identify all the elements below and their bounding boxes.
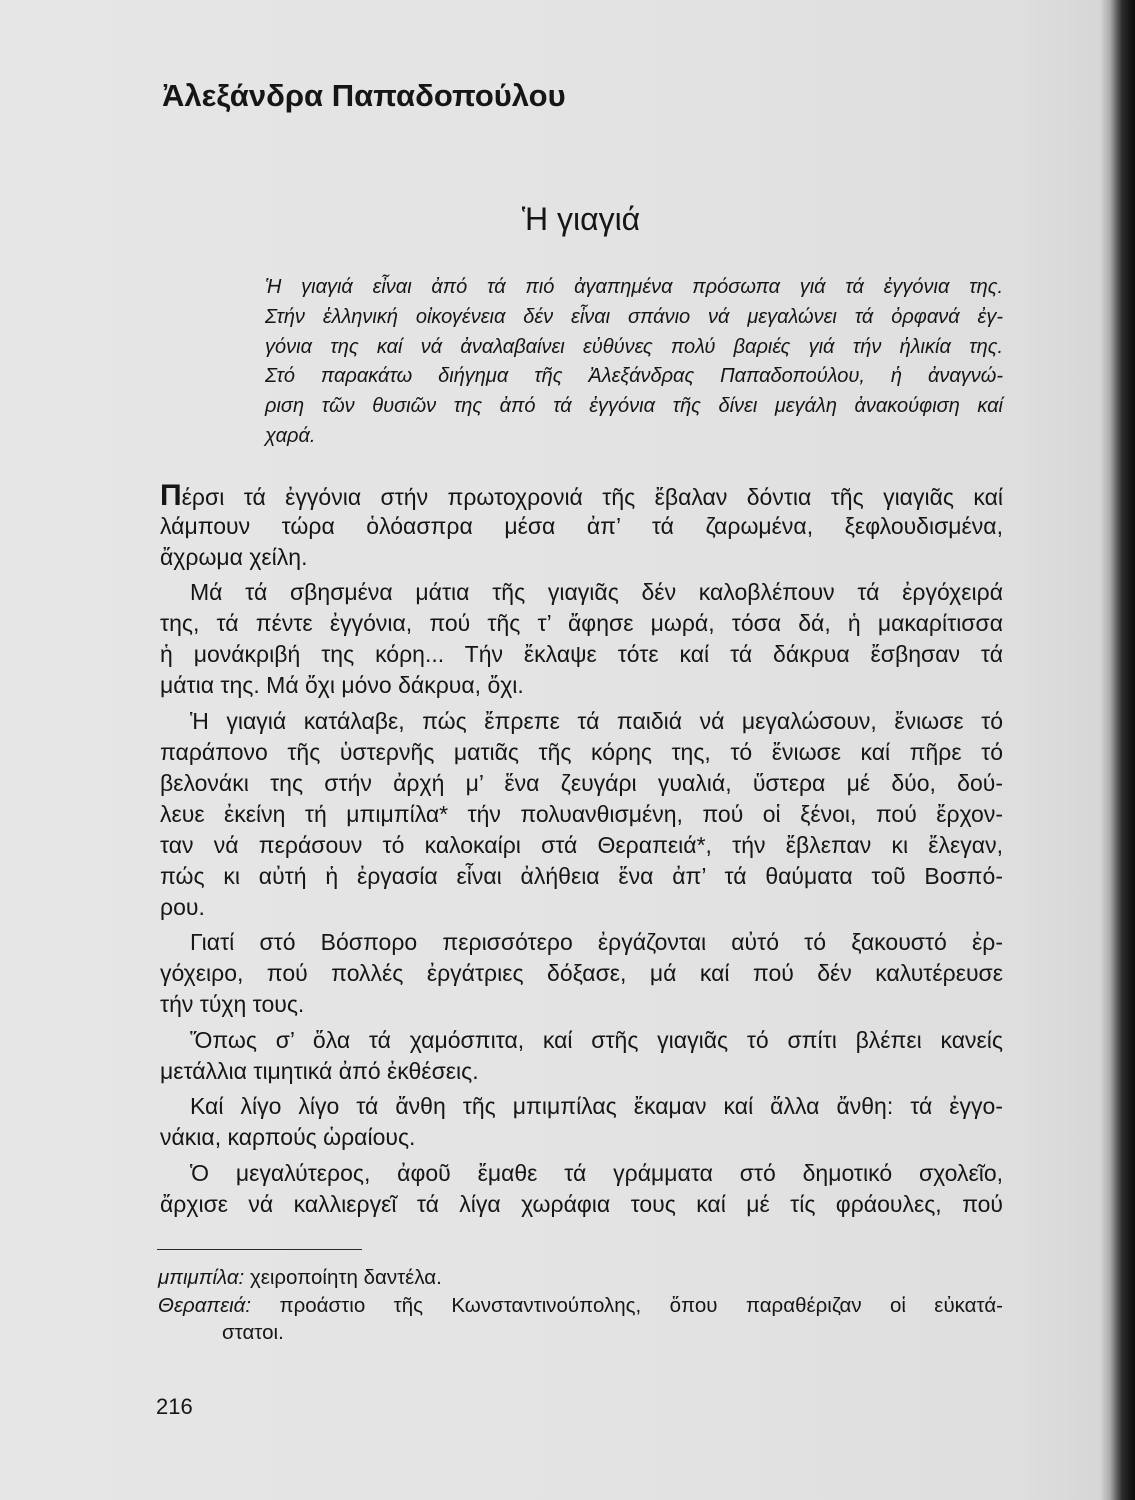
body-paragraph <box>160 706 1003 923</box>
footnote-separator <box>157 1249 362 1250</box>
body-line: τήν τύχη τους. <box>160 991 305 1017</box>
body-line: ἡ μονάκριβή της κόρη... Τήν ἔκλαψε τότε καί τά δάκρυα ἔσβησαν τά <box>160 641 1003 667</box>
body-line: Μά τά σβησμένα μάτια τῆς γιαγιᾶς δέν καλοβλέπουν τά ἐργόχειρά <box>190 579 1003 605</box>
footnote <box>158 1264 1003 1292</box>
body-line: Ὁ μεγαλύτερος, ἀφοῦ ἔμαθε τά γράμματα στό δημοτικό σχολεῖο, <box>190 1159 1003 1186</box>
page-number: 216 <box>156 1394 193 1419</box>
body-line: μετάλλια τιμητικά ἀπό ἐκθέσεις. <box>160 1057 479 1084</box>
body-line: παράπονο τῆς ὑστερνῆς ματιᾶς τῆς κόρης της, τό ἔνιωσε καί πῆρε τό <box>160 738 1003 765</box>
body-line: ἄχρωμα χείλη. <box>160 543 308 570</box>
footnote-continuation: στατοι. <box>222 1321 284 1344</box>
footnote-text: χειροποίητη δαντέλα. <box>249 1266 442 1289</box>
body-line: Ὅπως σ’ ὅλα τά χαμόσπιτα, καί στῆς γιαγιᾶς τό σπίτι βλέπει κανείς <box>190 1026 1003 1053</box>
footnote <box>158 1292 1003 1320</box>
body-line: Γιατί στό Βόσπορο περισσότερο ἐργάζονται αὐτό τό ξακουστό ἐρ- <box>190 929 1003 955</box>
intro-line: Ἡ γιαγιά εἶναι ἀπό τά πιό ἀγαπημένα πρόσωπα γιά τά ἐγγόνια της. <box>265 276 1003 298</box>
body-line: νάκια, καρπούς ὡραίους. <box>160 1124 416 1150</box>
intro-line: γόνια της καί νά ἀναλαβαίνει εὐθύνες πολύ βαριές γιά τήν ἡλικία της. <box>265 335 1003 358</box>
body-line: Πέρσι τά ἐγγόνια στήν πρωτοχρονιά τῆς ἔβαλαν δόντια τῆς γιαγιᾶς καί <box>160 478 1003 512</box>
body-paragraph <box>160 1158 1003 1220</box>
footnote-text: προάστιο τῆς Κωνσταντινούπολης, ὅπου παραθέριζαν οἱ εὐκατά- <box>279 1293 1003 1317</box>
intro-line: Στό παρακάτω διήγημα τῆς Ἀλεξάνδρας Παπαδοπούλου, ἡ ἀναγνώ- <box>265 365 1003 388</box>
body-line: ρου. <box>160 893 205 920</box>
intro-line: Στήν ἑλληνική οἰκογένεια δέν εἶναι σπάνιο νά μεγαλώνει τά ὀρφανά ἐγ- <box>265 305 1003 328</box>
body-line: Ἡ γιαγιά κατάλαβε, πώς ἔπρεπε τά παιδιά νά μεγαλώσουν, ἔνιωσε τό <box>190 707 1003 734</box>
story-body <box>160 480 1003 1225</box>
body-paragraph <box>160 1091 1003 1153</box>
body-line: λάμπουν τώρα ὁλόασπρα μέσα ἀπ’ τά ζαρωμένα, ξεφλουδισμένα, <box>160 512 1003 539</box>
footnote-term: Θεραπειά: <box>158 1293 252 1317</box>
intro-line: χαρά. <box>265 424 316 447</box>
body-paragraph <box>160 577 1003 701</box>
body-paragraph <box>160 1025 1003 1087</box>
footnotes <box>158 1264 1003 1347</box>
body-line: βελονάκι της στήν ἀρχή μ’ ἕνα ζευγάρι γυαλιά, ὕστερα μέ δύο, δού- <box>160 769 1003 796</box>
body-line: γόχειρο, πού πολλές ἐργάτριες δόξασε, μά καί πού δέν καλυτέρευσε <box>160 960 1003 986</box>
body-line: μάτια της. Μά ὄχι μόνο δάκρυα, ὄχι. <box>160 672 524 698</box>
body-paragraph <box>160 480 1003 573</box>
binding-shadow <box>1100 0 1135 1500</box>
body-line: της, τά πέντε ἐγγόνια, πού τῆς τ’ ἄφησε μωρά, τόσα δά, ἡ μακαρίτισσα <box>160 610 1003 636</box>
body-line: ἄρχισε νά καλλιεργεῖ τά λίγα χωράφια τους καί μέ τίς φράουλες, πού <box>160 1190 1003 1217</box>
intro-paragraph <box>265 273 1003 452</box>
story-title: Ἡ γιαγιά <box>521 201 641 237</box>
body-line: πώς κι αὐτή ἡ ἐργασία εἶναι ἀλήθεια ἕνα ἀπ’ τά θαύματα τοῦ Βοσπό- <box>160 862 1003 889</box>
body-line: λευε ἐκείνη τή μπιμπίλα* τήν πολυανθισμένη, πού οἱ ξένοι, πού ἔρχον- <box>160 800 1003 827</box>
intro-line: ριση τῶν θυσιῶν της ἀπό τά ἐγγόνια τῆς δίνει μεγάλη ἀνακούφιση καί <box>265 395 1003 418</box>
footnote-term: μπιμπίλα: <box>158 1266 245 1289</box>
body-line: ταν νά περάσουν τό καλοκαίρι στά Θεραπειά*, τήν ἔβλεπαν κι ἔλεγαν, <box>160 831 1003 858</box>
author-name: Ἀλεξάνδρα Παπαδοπούλου <box>162 78 566 113</box>
body-paragraph <box>160 927 1003 1020</box>
body-line: Καί λίγο λίγο τά ἄνθη τῆς μπιμπίλας ἔκαμαν καί ἄλλα ἄνθη: τά ἐγγο- <box>190 1093 1003 1119</box>
